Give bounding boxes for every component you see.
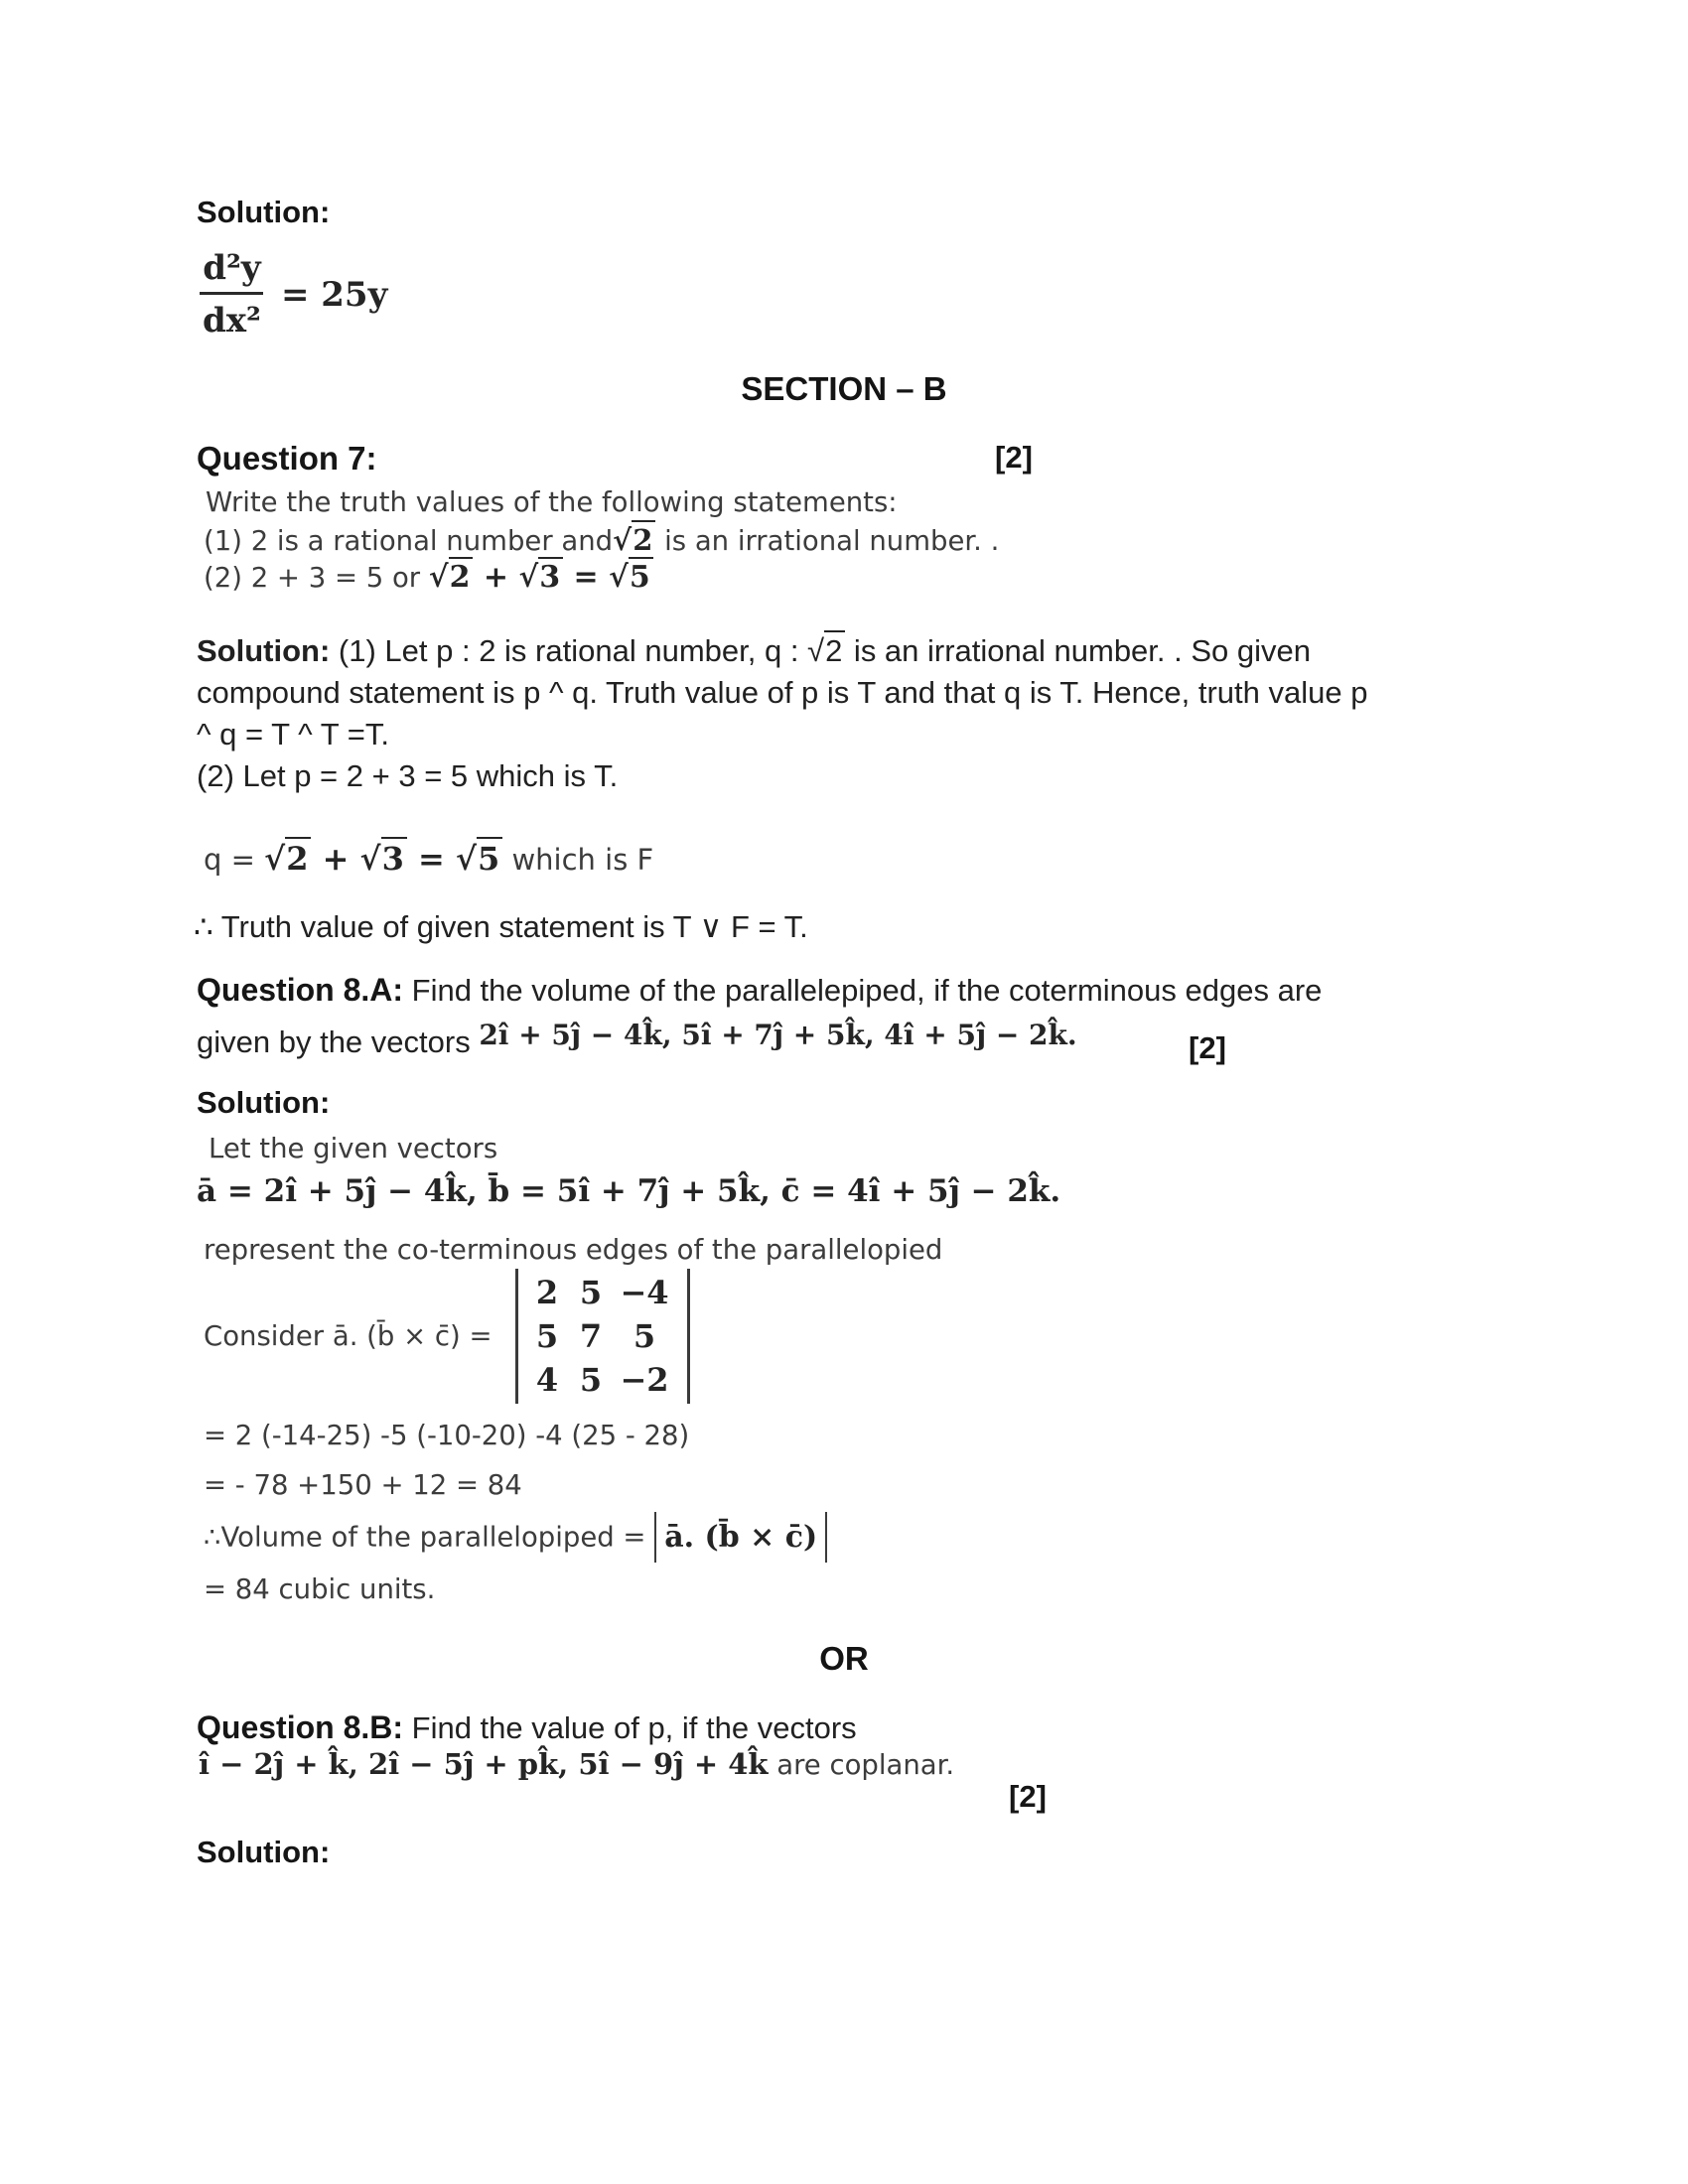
q7-solution-line4: (2) Let p = 2 + 3 = 5 which is T. [197,758,619,793]
q8b-prompt-tail: are coplanar. [768,1749,955,1781]
q8a-prompt-line2-lead: given by the vectors [197,1024,480,1059]
q8b-heading: Question 8.B: [197,1709,404,1745]
q8a-heading-line [197,972,1322,1009]
q8a-sol-vectors: ā = 2î + 5ĵ − 4k̂, b̄ = 5î + 7ĵ + 5k̂, c̄ = 4î + 5ĵ − 2k̂. [197,1173,1061,1209]
q8b-marks: [2] [1009,1779,1047,1814]
q7-solution-line1 [197,633,1311,669]
q7-prompt-line1: Write the truth values of the following statements: [206,486,898,518]
matrix-cell: 2 [535,1274,559,1311]
q8a-sol-intro: Let the given vectors [209,1133,498,1164]
q7-solution-line1-text: (1) Let p : 2 is rational number, q : √2 is an irrational number. . So given [330,630,1311,668]
q8a-prompt-vectors: 2î + 5ĵ − 4k̂, 5î + 7ĵ + 5k̂, 4î + 5ĵ − 2k̂. [479,1019,1077,1051]
q8a-result: = 84 cubic units. [204,1573,436,1605]
matrix-cell: 7 [579,1317,603,1355]
fraction [197,246,267,342]
q8a-volume-line [204,1512,827,1563]
q8a-sol-represent: represent the co-terminous edges of the parallelopied [204,1234,943,1266]
matrix-cell: 5 [535,1317,559,1355]
section-b-heading: SECTION – B [741,370,947,407]
q8a-consider-lead: Consider ā. (b̄ × c̄) = [204,1320,492,1352]
q7-statement-2 [204,560,653,595]
fraction-numerator: d²y [203,248,261,288]
q7-q-equation [204,840,653,878]
q8b-solution-heading: Solution: [197,1835,331,1869]
q7-stmt2-lead: (2) 2 + 3 = 5 or [204,562,429,594]
or-divider: OR [819,1640,869,1677]
q7-solution-line2: compound statement is p ^ q. Truth value of p is T and that q is T. Hence, truth value p [197,675,1368,710]
q8a-heading: Question 8.A: [197,972,404,1008]
q8a-solution-heading: Solution: [197,1085,331,1120]
matrix-cell: 5 [633,1317,656,1355]
q7-stmt2-math: √2 + √3 = √5 [429,557,653,595]
matrix-cell: −2 [620,1361,669,1399]
q7-marks: [2] [995,440,1033,475]
q8a-prompt-line1: Find the volume of the parallelepiped, if the coterminous edges are [403,973,1323,1008]
q8a-marks: [2] [1189,1030,1226,1065]
matrix-cell: 5 [579,1274,603,1311]
q6-solution-heading: Solution: [197,195,331,229]
q7-statement-1 [204,523,999,557]
matrix-cell: 4 [535,1361,559,1399]
matrix-cell: −4 [620,1274,669,1311]
q7-stmt1-math: √2 [613,520,655,557]
q8b-prompt-vectors: î − 2ĵ + k̂, 2î − 5ĵ + pk̂, 5î − 9ĵ + 4k̂ [199,1747,769,1781]
q7-heading: Question 7: [197,440,377,477]
q8a-volume-lead: ∴Volume of the parallelopiped = [204,1521,655,1554]
q8b-prompt-line1: Find the value of p, if the vectors [403,1710,857,1745]
determinant-grid [526,1271,675,1402]
q8a-volume-math: ā. (b̄ × c̄) [654,1512,827,1563]
q8b-prompt-line2 [199,1747,954,1781]
q6-differential-equation [197,246,387,342]
q7-qline-lead: q = [204,843,265,877]
q8a-expansion-line2: = - 78 +150 + 12 = 84 [204,1469,522,1501]
fraction-rhs: = 25y [280,274,388,315]
q7-stmt1-lead: (1) 2 is a rational number and [204,525,614,557]
q8a-expansion-line1: = 2 (-14-25) -5 (-10-20) -4 (25 - 28) [204,1420,690,1451]
q7-solution-line3: ^ q = T ^ T =T. [197,717,389,751]
q8b-heading-line [197,1709,857,1746]
q7-qline-math: √2 + √3 = √5 [264,837,502,878]
q7-solution-label: Solution: [197,633,331,668]
q7-stmt1-tail: is an irrational number. . [655,525,1000,557]
q7-qline-tail: which is F [502,843,654,877]
q8a-prompt-line2 [197,1019,1077,1060]
q7-conclusion: ∴ Truth value of given statement is T ∨ F = T. [194,909,808,944]
matrix-cell: 5 [579,1361,603,1399]
determinant-matrix [515,1269,690,1404]
fraction-denominator: dx² [203,301,261,341]
